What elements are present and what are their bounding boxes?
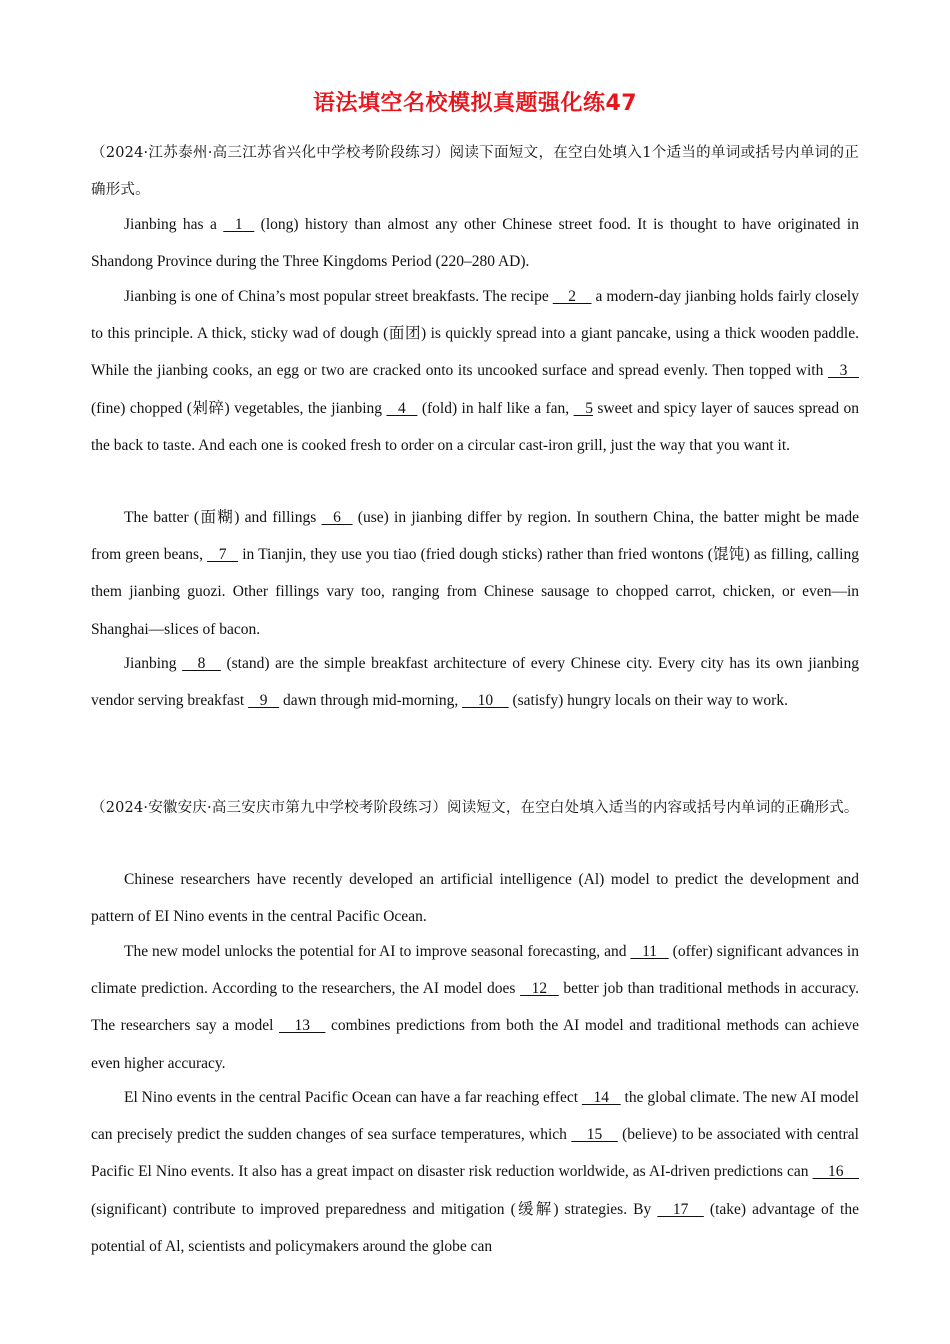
text-run: (stand) are the simple breakfast architecture of every Chinese city. Every city has its own jianbing vendor serving breakfast bbox=[91, 655, 859, 710]
text-run: the global climate. The new AI model can precisely predict the sudden changes of sea surface temperatures, which bbox=[91, 1089, 859, 1144]
blank-10[interactable]: 10 bbox=[462, 692, 509, 710]
text-run: (believe) to be associated with central Pacific El Nino events. It also has a great impact on disaster risk reduction worldwide, as AI-driven predictions can bbox=[91, 1126, 859, 1181]
passage1-source: （2024·江苏泰州·高三江苏省兴化中学校考阶段练习）阅读下面短文，在空白处填入1个适当的单词或括号内单词的正确形式。 bbox=[91, 145, 859, 199]
text-run: dawn through mid-morning, bbox=[279, 692, 463, 710]
text-run: (take) advantage of the potential of Al, scientists and policymakers around the globe can bbox=[91, 1200, 859, 1255]
text-run: (fine) chopped (剁碎) vegetables, the jianbing bbox=[91, 399, 387, 417]
blank-15[interactable]: 15 bbox=[571, 1126, 618, 1144]
text-run: in Tianjin, they use you tiao (fried dough sticks) rather than fried wontons (馄饨) as filling, calling them jianbing guozi. Other fillings vary too, ranging from Chinese sausage to chopped carrot, chicken, or even—in Shanghai—slices of bacon. bbox=[91, 546, 859, 638]
text-run: (long) history than almost any other Chinese street food. It is thought to have originated in Shandong Province during the Three Kingdoms Period (220–280 AD). bbox=[91, 216, 859, 271]
text-run: better job than traditional methods in accuracy. The researchers say a model bbox=[91, 980, 859, 1035]
text-run: Jianbing is one of China’s most popular street breakfasts. The recipe bbox=[124, 288, 553, 305]
passage2-paragraph-1 bbox=[91, 861, 859, 935]
text-run: (use) in jianbing differ by region. In southern China, the batter might be made from green beans, bbox=[91, 509, 859, 564]
blank-11[interactable]: 11 bbox=[630, 943, 669, 960]
text-run: (offer) significant advances in climate prediction. According to the researchers, the AI model does bbox=[91, 943, 859, 998]
text-run: a modern-day jianbing holds fairly closely to this principle. A thick, sticky wad of dough (面团) is quickly spread into a giant pancake, using a thick wooden paddle. While the jianbing cooks, an egg or two are cracked onto its uncooked surface and spread evenly. Then topped with bbox=[91, 288, 859, 380]
passage2-source: （2024·安徽安庆·高三安庆市第九中学校考阶段练习）阅读短文，在空白处填入适当的内容或括号内单词的正确形式。 bbox=[91, 800, 859, 816]
blank-12[interactable]: 12 bbox=[520, 980, 559, 998]
text-run: combines predictions from both the AI model and traditional methods can achieve even higher accuracy. bbox=[91, 1017, 859, 1072]
blank-3[interactable]: 3 bbox=[828, 362, 859, 380]
text-run: (fold) in half like a fan, bbox=[417, 399, 574, 417]
blank-9[interactable]: 9 bbox=[248, 692, 280, 710]
blank-7[interactable]: 7 bbox=[207, 546, 239, 564]
text-run: The batter (面糊) and fillings bbox=[124, 509, 322, 526]
text-run: Jianbing has a bbox=[124, 216, 224, 233]
page-title: 语法填空名校模拟真题强化练47 bbox=[312, 91, 638, 116]
blank-4[interactable]: 4 bbox=[386, 399, 418, 417]
text-run: El Nino events in the central Pacific Ocean can have a far reaching effect bbox=[124, 1089, 582, 1106]
blank-16[interactable]: 16 bbox=[812, 1163, 859, 1181]
blank-5[interactable]: 5 bbox=[573, 399, 593, 417]
blank-6[interactable]: 6 bbox=[321, 509, 353, 526]
text-run: (satisfy) hungry locals on their way to work. bbox=[508, 692, 788, 710]
text-run: sweet and spicy layer of sauces spread on the back to taste. And each one is cooked fresh to order on a circular cast-iron grill, just the way that you want it. bbox=[91, 399, 860, 454]
blank-1[interactable]: 1 bbox=[223, 216, 255, 233]
passage2-paragraph-3 bbox=[91, 1079, 859, 1265]
text-run: The new model unlocks the potential for AI to improve seasonal forecasting, and bbox=[124, 943, 631, 960]
blank-17[interactable]: 17 bbox=[657, 1200, 704, 1218]
blank-2[interactable]: 2 bbox=[552, 288, 592, 305]
blank-8[interactable]: 8 bbox=[182, 655, 221, 672]
passage1-paragraph-1 bbox=[91, 206, 859, 280]
text-run: (significant) contribute to improved preparedness and mitigation (缓解) strategies. By bbox=[91, 1200, 658, 1218]
text-run: Jianbing bbox=[124, 655, 183, 672]
blank-14[interactable]: 14 bbox=[581, 1089, 621, 1106]
passage1-paragraph-4 bbox=[91, 645, 859, 719]
passage2-paragraph-2 bbox=[91, 933, 859, 1082]
blank-13[interactable]: 13 bbox=[278, 1017, 326, 1035]
passage1-paragraph-2 bbox=[91, 278, 859, 464]
text-run: Chinese researchers have recently developed an artificial intelligence (Al) model to predict the development and pattern of EI Nino events in the central Pacific Ocean. bbox=[91, 871, 859, 926]
passage1-paragraph-3 bbox=[91, 499, 859, 648]
